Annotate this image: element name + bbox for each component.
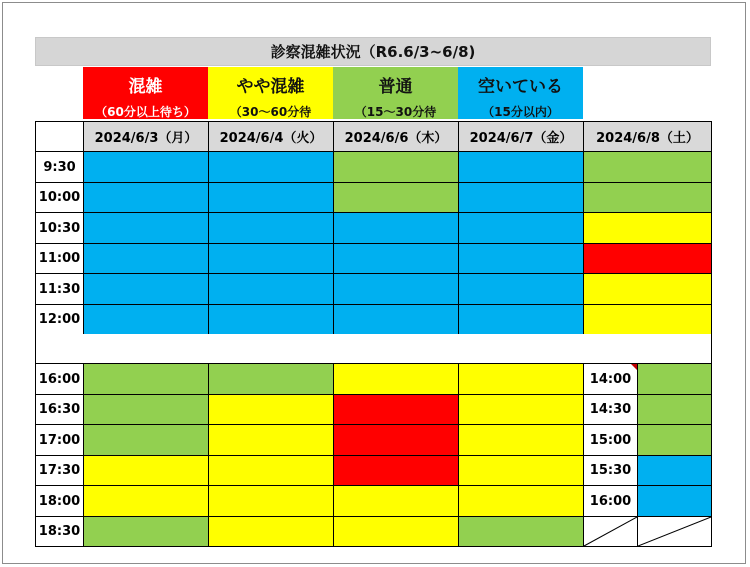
status-cell [458, 273, 584, 305]
saturday-time-label: 16:00 [583, 485, 638, 517]
time-slot-label: 17:30 [35, 455, 84, 486]
saturday-status-cell [637, 363, 712, 395]
saturday-time-label: 14:30 [583, 394, 638, 425]
status-cell [208, 394, 334, 425]
status-cell [208, 516, 334, 547]
status-cell [83, 363, 209, 395]
status-cell [583, 243, 712, 274]
legend-note: （15分以内） [482, 105, 559, 119]
status-cell [458, 516, 584, 547]
status-cell [583, 273, 712, 305]
status-cell [83, 243, 209, 274]
empty-slot-cell [583, 516, 638, 547]
status-cell [583, 304, 712, 335]
status-cell [458, 212, 584, 244]
status-cell [83, 151, 209, 183]
status-cell [333, 516, 459, 547]
status-cell [458, 455, 584, 486]
lunch-break-row [35, 334, 712, 363]
status-cell [583, 182, 712, 213]
date-header: 2024/6/7（金） [458, 121, 584, 152]
status-cell [333, 363, 459, 395]
status-cell [333, 394, 459, 425]
saturday-time-label: 15:30 [583, 455, 638, 486]
status-cell [83, 273, 209, 305]
status-cell [208, 151, 334, 183]
status-cell [333, 424, 459, 456]
legend-quiet [458, 67, 583, 119]
status-cell [333, 243, 459, 274]
legend-somewhat-crowded [208, 67, 333, 119]
status-cell [458, 182, 584, 213]
status-cell [208, 243, 334, 274]
time-slot-label: 10:00 [35, 182, 84, 213]
status-cell [208, 485, 334, 517]
date-header: 2024/6/6（木） [333, 121, 459, 152]
status-cell [83, 212, 209, 244]
status-cell [458, 394, 584, 425]
saturday-time-label: 15:00 [583, 424, 638, 456]
status-cell [458, 363, 584, 395]
status-cell [208, 273, 334, 305]
page-title: 診察混雑状況（R6.6/3~6/8) [35, 37, 711, 66]
time-slot-label: 9:30 [35, 151, 84, 183]
saturday-status-cell [637, 485, 712, 517]
status-cell [208, 363, 334, 395]
comment-marker-icon [631, 364, 637, 370]
status-cell [208, 182, 334, 213]
time-slot-label: 17:00 [35, 424, 84, 456]
status-cell [458, 485, 584, 517]
legend-label: 混雑 [128, 77, 163, 97]
saturday-status-cell [637, 394, 712, 425]
status-cell [83, 394, 209, 425]
status-cell [83, 485, 209, 517]
time-slot-label: 18:30 [35, 516, 84, 547]
status-cell [83, 424, 209, 456]
legend-note: （60分以上待ち） [95, 105, 196, 119]
legend-label: 空いている [478, 77, 563, 97]
legend-crowded [83, 67, 208, 119]
diagonal-slash-icon [638, 517, 713, 548]
legend-note: （15～30分待 [354, 105, 437, 119]
legend-label: 普通 [378, 77, 413, 97]
status-cell [458, 304, 584, 335]
saturday-status-cell [637, 455, 712, 486]
status-cell [208, 212, 334, 244]
status-cell [208, 304, 334, 335]
status-cell [83, 182, 209, 213]
saturday-time-label: 14:00 [583, 363, 638, 395]
status-cell [333, 273, 459, 305]
diagonal-slash-icon [584, 517, 639, 548]
time-slot-label: 10:30 [35, 212, 84, 244]
status-cell [333, 455, 459, 486]
status-cell [333, 151, 459, 183]
status-cell [333, 212, 459, 244]
status-cell [333, 485, 459, 517]
status-cell [83, 516, 209, 547]
status-cell [458, 151, 584, 183]
status-cell [333, 182, 459, 213]
status-cell [458, 424, 584, 456]
time-slot-label: 16:30 [35, 394, 84, 425]
status-cell [83, 304, 209, 335]
saturday-status-cell [637, 424, 712, 456]
status-cell [458, 243, 584, 274]
date-header: 2024/6/8（土） [583, 121, 712, 152]
legend-normal [333, 67, 458, 119]
date-header: 2024/6/3（月） [83, 121, 209, 152]
empty-slot-cell [637, 516, 712, 547]
status-cell [583, 212, 712, 244]
status-cell [333, 304, 459, 335]
time-slot-label: 11:00 [35, 243, 84, 274]
time-slot-label: 18:00 [35, 485, 84, 517]
status-cell [208, 455, 334, 486]
status-cell [583, 151, 712, 183]
status-cell [83, 455, 209, 486]
status-cell [208, 424, 334, 456]
legend-label: やや混雑 [236, 77, 305, 97]
time-slot-label: 11:30 [35, 273, 84, 305]
header-corner-cell [35, 121, 84, 152]
date-header: 2024/6/4（火） [208, 121, 334, 152]
time-slot-label: 12:00 [35, 304, 84, 335]
legend-note: （30～60分待 [229, 105, 312, 119]
time-slot-label: 16:00 [35, 363, 84, 395]
